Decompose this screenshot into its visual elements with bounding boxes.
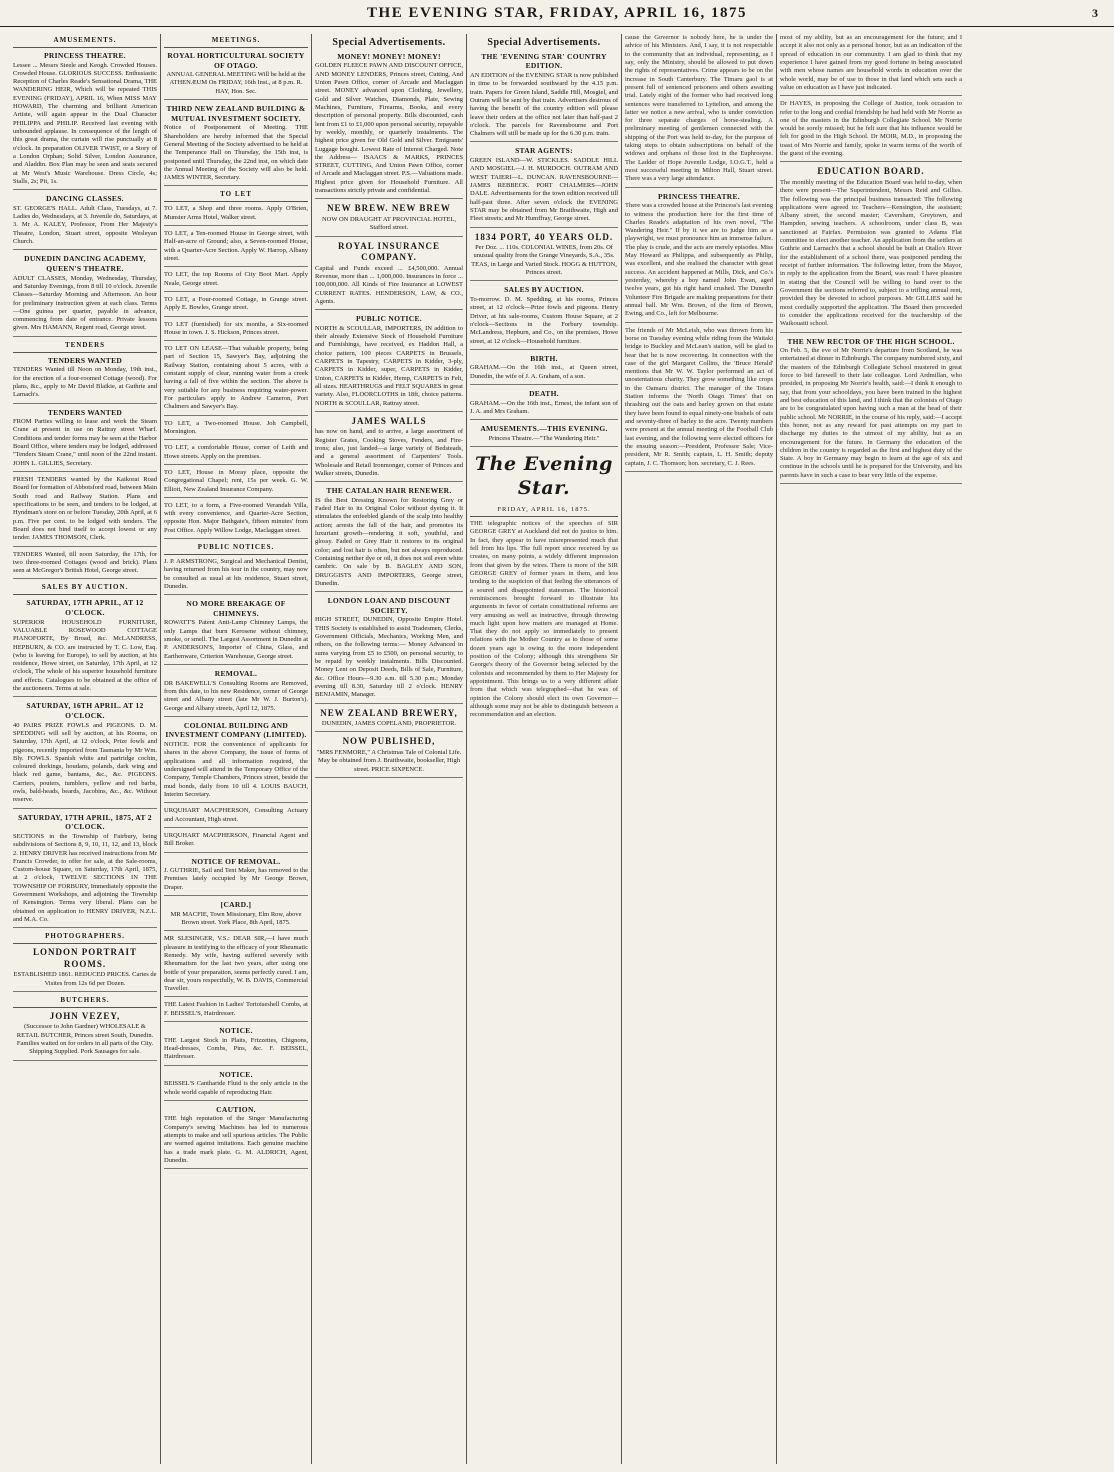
advert-body: TENDERS Wanted, till noon Saturday, the 17th, for two three-roomed Cottages (wood and brick). Plans seen at McGregor's British Hotel, George street. bbox=[13, 550, 157, 575]
advert bbox=[13, 947, 157, 992]
newspaper-title: THE EVENING STAR, FRIDAY, APRIL 16, 1875 bbox=[367, 5, 747, 21]
section-heading: Special Advertisements. bbox=[487, 37, 601, 48]
advert-heading: STAR AGENTS: bbox=[515, 146, 573, 156]
advert bbox=[315, 241, 463, 311]
advert-heading: JOHN VEZEY, bbox=[49, 1010, 121, 1021]
advert-heading: ROYAL INSURANCE COMPANY. bbox=[338, 240, 440, 263]
advert-body: TO LET, a Four-roomed Cottage, in Grange street. Apply E. Bowles, Grange street. bbox=[164, 295, 308, 312]
advert bbox=[315, 416, 463, 482]
advert bbox=[164, 807, 308, 828]
advert-body: ANNUAL GENERAL MEETING Will be held at the ATHENÆUM On FRIDAY, 16th Inst., at 8 p.m. R. HAY, Hon. Sec. bbox=[166, 71, 306, 95]
advert bbox=[164, 857, 308, 897]
advert-heading: BIRTH. bbox=[530, 353, 558, 363]
advert bbox=[164, 1070, 308, 1101]
advert bbox=[164, 345, 308, 416]
advert-heading: ROYAL HORTICULTURAL SOCIETY OF OTAGO. bbox=[167, 50, 305, 70]
advert-heading: DANCING CLASSES. bbox=[46, 194, 124, 204]
advert bbox=[470, 52, 618, 143]
news-body: The monthly meeting of the Education Board was held to-day, when there were present—The Superintendent, Messrs Reid and Gillies. The following was the principal business transacted: The following applications were agreed to: Teachers—Kensington, the assistant; Albany street, the second master; Caversham, Greytown, and Hampden, sewing teachers. A schoolroom, under class B, was sanctioned at Fairfax. Permission was granted to Adams Flat committee to elect another teacher. An application from the settlers at Guthrie and Larnach's that a school should be built at Otallo's River for the establishment of a school there, was postponed pending the receipt of further information. The following letter, from the Mayor, in reply to the application from the Board, was read: I have pleasure in stating that the Council will be willing to hand over to the Government the sections referred to, subject to a trifling annual rent, provided they be devoted to school purposes. Mr GILLIES said he most cordially supported the application. The Board then proceeded to consider the applications received for the teachership of the Waikouaiti school. bbox=[780, 178, 962, 328]
section-heading: PHOTOGRAPHERS. bbox=[13, 932, 157, 944]
news-body: There was a crowded house at the Princess's last evening to witness the production here for the first time of Charles Reade's adaptation of his own novel, "The Wandering Heir." If by it we are to judge him as a playwright, we must pronounce him an immense failure. The play is crude, and the acts are merely episodes. Miss May Howard as Philippa, and subsequently as Philip, was excellent, and she realised the character with great success. An accident happened at Mills, Dick, and Co.'s yesterday, whereby a boy named John Ewan, aged twelve years, got his right hand crushed. The Dunedin Volunteer Fire Brigade are making preparations for their annual ball. Mr Wm. Brown, of the firm of Brown, Ewing, and Co., left for Melbourne. bbox=[625, 202, 774, 318]
advert-body: has now on hand, and to arrive, a large assortment of Register Grates, Cooking Stoves, Fenders, and Fire-irons; also, just landed—a large variety of Bedsteads, and a general assortment of Carpenters' Tools. Wholesale and Retail Ironmonger, corner of Princes and Walker streets, Dunedin. bbox=[315, 428, 463, 477]
advert-body: GRAHAM.—On the 16th inst., Ernest, the infant son of J. A. and Mrs Graham. bbox=[470, 399, 618, 415]
advert-body: DUNEDIN, JAMES COPELAND, PROPRIETOR. bbox=[321, 720, 457, 728]
advert bbox=[13, 254, 157, 336]
advert-heading: NOTICE. bbox=[219, 1026, 253, 1036]
news-item bbox=[780, 166, 962, 332]
advert-heading: NO MORE BREAKAGE OF CHIMNEYS. bbox=[186, 599, 286, 618]
advert-body: THE Latest Fashion in Ladies' Tortoiseshell Combs, at F. BEISSEL'S, Hairdresser. bbox=[164, 1001, 308, 1017]
advert-heading: TENDERS WANTED bbox=[47, 355, 123, 365]
advert bbox=[470, 146, 618, 227]
news-body: most of my ability, but as an encouragement for the future; and I accept it also not only as a personal honor, but as an indication of the spread of education in our community. I am glad to think that my experience I have gained from my good fortune in being associated with men whose names are household words in education over the whole world, may be of use to those in that land which sets such a value on education as I have just indicated. bbox=[780, 34, 962, 91]
news-body: On Feb. 5, the eve of Mr Norrie's departure from Scotland, he was entertained at dinner in Edinburgh. The company numbered sixty, and the masters of the Edinburgh Collegiate School mustered in great force to bid farewell to their late colleague. Lord Ardmillan, who presided, in proposing Mr Norrie's health, said:—I think it enough to say, that from your schooldays, you have been trained in the highest and best education of this land, and I think that the colonists of Otago are to be congratulated upon having such a man at the head of their public school. Mr NORRIE, in the course of his reply, said:—I accept this honor, not as any reward for past attempts on my part to discharge my duties to the utmost of my ability, but as an encouragement for the future. In Germany the education of the children in the country is regarded as the first and highest duty of the State. A boy in Germany may begin to learn at the age of six and continue in the schools until he is prepared for the University, and his parents have in such a case to bear very little of the expense. bbox=[780, 347, 962, 479]
advert-body: FRESH TENDERS wanted by the Kaikorai Road Board for formation of Abbotsford road, between Main South road and Railway Station. Plans and specifications to be seen, and tenders to be lodged, at Hyndman's store on or before Tuesday, 20th April, at 6 p.m. Five per cent. to be lodged with tenders. The Board does not bind itself to accept lowest or any tender. JAMES THOMSON, Clerk. bbox=[13, 476, 157, 542]
advert bbox=[13, 408, 157, 472]
news-heading: PRINCESS THEATRE. bbox=[658, 191, 740, 201]
advert-heading: LONDON PORTRAIT ROOMS. bbox=[33, 947, 137, 969]
news-body: cause the Governor is nobody here, he is under the advice of his Ministers. And, I say, it is not respectable to the community that an individual, representing, as I say, only the Ministry, should be allowed to put down the rights of representatives. Crime appears to be on the increase in South Canterbury. The Timaru gaol is at present full of sentenced prisoners and others awaiting trial. Lately eight of the former who had received long sentences were transferred to Lyttelton, and among the latter we notice a new arrival, who is under conviction for three separate charges of horse-stealing. A preliminary meeting of gentlemen connected with the shipping of the Port was held to-day, for the purpose of taking steps to obtain subscriptions on behalf of the widows and orphans of those lost in the Euphrosyne. The Ladder of Hope Juvenile Lodge, I.O.G.T., held a most successful meeting in Milton Hall, Stuart street. There was a very large attendance. bbox=[625, 34, 773, 183]
column-meetings bbox=[161, 34, 312, 1464]
advert-heading: 1834 PORT, 40 YEARS OLD. bbox=[474, 231, 614, 242]
advert bbox=[470, 424, 618, 447]
advert-body: GOLDEN FLEECE PAWN AND DISCOUNT OFFICE, AND MONEY LENDERS, Princes street, Cutting, And Union Pawn Office, corner of Arcade and Maclaggan street. MONEY advanced upon Clothing, Jewellery, Gold and Silver Watches, Diamonds, Plate, Sewing Machines, Furniture, Firearms, Books, and every description of personal property. Bills discounted, cash lent from £1 to £1,000 upon personal security, repayable by weekly, monthly, or quarterly instalments. The highest price given for Old Gold and Silver. Emigrants' Luggage bought. Lowest Rate of Interest Charged. Note the Address— ISAACS & MARKS, PRINCES STREET, CUTTING, And Union Pawn Office, corner of Arcade and Maclaggan street. P.S.—Valuations made. Highest price given for Household Furniture. All transactions strictly private and confidential. bbox=[315, 62, 463, 195]
advert bbox=[315, 596, 463, 703]
advert-body: MR MACFIE, Town Missionary, Elm Row, above Brown street. York Place, 8th April, 1875. bbox=[170, 910, 302, 926]
advert-body: URQUHART MACPHERSON, Consulting Actuary and Accountant, High street. bbox=[164, 807, 308, 823]
section-heading: AMUSEMENTS. bbox=[13, 36, 157, 48]
advert bbox=[315, 203, 463, 236]
advert-body: TO LET, to a form, a Five-roomed Verandah Villa, with every convenience, and Quarter-Acre Section, opposite Hon. Major Bathgate's, fifteen minutes' from Post Office. Apply Willow Lodge, Maclaggan street. bbox=[164, 501, 308, 534]
advert bbox=[164, 832, 308, 853]
news-body: The friends of Mr McLeish, who was thrown from his horse on Tuesday evening while riding from the Waitaki bridge to Buckley and McLean's station, will be glad to hear that he is now recovering. In connection with the case of the girl Margaret Collins, the 'Bruce Herald' mentions that Mr W. W. Taylor performed an act of unostentatious charity. They grow something like crops in the Oamaru district. The manager of the Totara Station informs the 'North Otago Times' that on thrashing out the oats and barley grown on that estate they have been found to equal ninety-one bushels of oats and seventy-three of barley to the acre. Twenty numbers were present at the annual meeting of the Football Club last evening, and the following were elected officers for the ensuing season:—President, Professor Sale; Vice-president, Mr R. Smith; captain, L. H. Smith; deputy captain, J. C. Thomson; hon. secretary, C. J. Rees. bbox=[625, 326, 773, 467]
advert-heading: NOW PUBLISHED, bbox=[342, 736, 436, 747]
advert-heading: SALES BY AUCTION. bbox=[504, 285, 584, 295]
advert-body: TENDERS Wanted till Noon on Monday, 19th inst., for the erection of a four-roomed Cottage (wood). For plans, &c., apply to Mr David Blaikie, at Guthrie and Larnach's. bbox=[13, 366, 157, 399]
advert bbox=[164, 502, 308, 539]
advert-body: J. GUTHRIE, Sail and Tent Maker, has removed to the Premises lately occupied by Mr George Brown, Draper. bbox=[164, 867, 308, 891]
news-item bbox=[780, 337, 962, 485]
advert-body: TO LET (furnished) for six months, a Six-roomed House in town. J. S. Hickson, Princes street. bbox=[164, 320, 308, 336]
advert bbox=[164, 420, 308, 441]
advert-heading: THE 'EVENING STAR' COUNTRY EDITION. bbox=[481, 51, 607, 71]
advert-heading: NOTICE. bbox=[219, 1069, 253, 1079]
advert bbox=[315, 52, 463, 200]
section-heading: BUTCHERS. bbox=[13, 996, 157, 1008]
advert bbox=[164, 271, 308, 292]
newspaper-logo: The Evening Star. bbox=[475, 453, 613, 500]
column-editorial bbox=[467, 34, 622, 1464]
advert-heading: [CARD.] bbox=[220, 900, 252, 910]
section-heading: TO LET bbox=[164, 190, 308, 202]
leading-article: THE telegraphic notices of the speeches of SIR GEORGE GREY at Auckland did not do justice to him. In fact, they appear to have misrepresented much that fell from his lips. The full report since received by us creates, on many points, a widely different impression from that given by the wires. There is more of the SIR GEORGE GREY of former years in them, and less tending to the suspicion of that feeling the utterances of a soured and disappointed statesman. The historical reminiscences brought forward to illustrate his arguments in favor of certain constitutional reforms are very amusing as well as instructive, through throwing much light upon how matters are managed at Home. That they do not apply so immediately to present relations with the Mother Country as to those of some dozen years ago is owing to the more independent position of the Colony; although this strengthens Sir George's theory of the Governor being selected by the colonists and recommended by them to Her Majesty for appointment. This brings us to a very different affair from that which was telegraphed—that he was of opinion the Colony should elect its own Governor—although some may not be able to distinguish between a recommendation and an election. bbox=[470, 520, 618, 719]
news-item bbox=[625, 192, 773, 323]
advert bbox=[13, 476, 157, 547]
advert bbox=[164, 669, 308, 717]
section-heading: TENDERS bbox=[13, 341, 157, 353]
advert-heading: THIRD NEW ZEALAND BUILDING & MUTUAL INVESTMENT SOCIETY. bbox=[166, 104, 306, 123]
advert-body: DR BAKEWELL'S Consulting Rooms are Removed, from this date, to his new Residence, corner of George street and Albany street (late Mr W. J. Burton's). George and Albany streets, April 12, 1875. bbox=[164, 679, 308, 712]
advert-body: TO LET, a comfortable House, corner of Leith and Howe streets. Apply on the premises. bbox=[164, 444, 308, 460]
advert-body: ST. GEORGE'S HALL. Adult Class, Tuesdays, at 7. Ladies do, Wednesdays, at 3. Juvenile do, Saturdays, at 3. Mr A. KALEY, Professor, From Her Majesty's Theatre, London, Stuart street, opposite Wesleyan Church. bbox=[13, 204, 157, 246]
news-item bbox=[780, 100, 962, 162]
issue-date: FRIDAY, APRIL 16, 1875. bbox=[470, 506, 618, 517]
news-item bbox=[625, 327, 773, 472]
advert-body: HIGH STREET, DUNEDIN, Opposite Empire Hotel. THIS Society is established to assist Tradesmen, Clerks, Government Officials, Mechanics, Working Men, and others, on the following terms:— Money Advanced in sums varying from £5 to £500, on personal security, to be repaid by weekly instalments. Bills Discounted. Money Lent on Deposit Deeds, Bills of Sale, Furniture, &c. Office Hours—9.30 a.m. till 5.30 p.m.; Monday evening till 8.30, Saturday till 2 o'clock. HENRY BENJAMIN, Manager. bbox=[315, 616, 463, 699]
advert bbox=[13, 813, 157, 929]
section-heading: MEETINGS. bbox=[164, 36, 308, 48]
advert-body: GRAHAM.—On the 16th inst., at Queen street, Dunedin, the wife of J. A. Graham, of a son. bbox=[470, 364, 618, 380]
column-education bbox=[777, 34, 965, 1464]
advert bbox=[164, 1105, 308, 1169]
advert-body: AN EDITION of the EVENING STAR is now published in time to be forwarded southward by the 4.15 p.m. train. Papers for Green Island, Saddle Hill, Mosgiel, and Outram will be sent by that train. Advertisers desirous of having the benefit of the country edition will please leave their orders at the office not later than half-past 2 o'clock. The parcels for Ravensbourne and Port Chalmers will still be made up for the 6.30 p.m. train. bbox=[470, 71, 618, 138]
advert-body: MR SLESINGER, V.S.: DEAR SIR,—I have much pleasure in testifying to the efficacy of your Rheumatic Remedy. My wife, having suffered severely with Rheumatism for the last two years, after using one bottle of your preparation, seems perfectly cured. I am, dear sir, yours respectfully, W. B. DAVIS, Commercial Traveller. bbox=[164, 935, 308, 993]
section-heading: PUBLIC NOTICES. bbox=[164, 543, 308, 555]
advert-body: To-morrow. D. M. Spedding, at his rooms, Princes street, at 12 o'clock—Prize fowls and pigeons. Henry Driver, at his sale-rooms, Custom House Square, at 2 o'clock—Sections in the Forbury township. McLandress, Hepburn, and Co., on the premises, Howe street, at 12 o'clock—Household furniture. bbox=[470, 295, 618, 345]
advert-body: NOTICE. FOR the convenience of applicants for shares in the above Company, the issue of forms of applications and all information required, the undersigned will attend in the Temporary Office of the Company, Temple Chambers, Princes street, beside the mud bonds, daily from 10 till 4. LOUIS BAUCH, Interim Secretary. bbox=[164, 741, 308, 798]
advert bbox=[164, 296, 308, 317]
advert bbox=[470, 232, 618, 282]
advert-body: NOW ON DRAUGHT AT PROVINCIAL HOTEL, Stafford street. bbox=[321, 215, 457, 232]
section-heading: SALES BY AUCTION. bbox=[13, 583, 157, 595]
advert-body: TO LET, a Shop and three rooms. Apply O'Brien, Munster Arms Hotel, Walker street. bbox=[164, 205, 308, 221]
advert-body: Princess Theatre.—"The Wandering Heir." bbox=[488, 434, 600, 442]
columns bbox=[10, 34, 1104, 1464]
advert-heading: MONEY! MONEY! MONEY! bbox=[337, 51, 441, 61]
advert-heading: SATURDAY, 17TH APRIL, 1875, AT 2 O'CLOCK. bbox=[18, 812, 152, 832]
advert-heading: NEW BREW. NEW BREW bbox=[327, 203, 451, 214]
advert-body: TO LET ON LEASE—That valuable property, being part of Section 15, Sawyer's Bay, adjoining the Railway Station, containing about 5 acres, with a constant supply of clear, running water from a creek having a fall of five within the section. The above is very suitable for any business requiring water-power. For particulars apply to Andrew Cameron, Port Chalmers and Sawyer's Bay. bbox=[164, 345, 308, 411]
advert-body: BEISSEL'S Cantharide Fluid is the only article in the whole world capable of reproducing Hair. bbox=[164, 1080, 308, 1096]
advert-body: ESTABLISHED 1861. REDUCED PRICES. Cartes de Visites from 12s 6d per Dozen. bbox=[13, 971, 157, 987]
advert-heading: DEATH. bbox=[529, 389, 559, 399]
advert-heading: PRINCESS THEATRE. bbox=[44, 50, 126, 60]
advert-body: "MRS FENMORE," A Christmas Tale of Colonial Life. May be obtained from J. Braithwaite, bookseller, High street. PRICE SIXPENCE. bbox=[316, 748, 462, 773]
advert bbox=[13, 51, 157, 190]
advert bbox=[164, 469, 308, 498]
advert-body: 40 PAIRS PRIZE FOWLS and PIGEONS. D. M. SPEDDING will sell by auction, at his Rooms, on Saturday, 17th April, at 12 o'clock, Prize fowls and pigeons, recently imported from Tasmania by Mr Wm. Bly. FOWLS. Spanish white and partridge cochin, coloured dorkings, houdans, polands, dark wing and black red game, bantams, &c., &c. PIGEONS. Carriers, pouters, tumblers, yellow and red barbs, owls, bald-heads, beards, Jacobins, &c., &c. Without reserve. bbox=[13, 721, 157, 804]
advert bbox=[13, 701, 157, 808]
advert-body: ROWATT'S Patent Anti-Lamp Chimney Lamps, the only Lamps that burn Kerosene without chimney, smoke, or smell. The Largest Assortment in Dunedin at P. ANDERSON'S, Importer of China, Glass, and Earthenware, Criterion Warehouse, George street. bbox=[164, 619, 308, 660]
advert bbox=[164, 205, 308, 226]
advert-heading: SATURDAY, 16TH APRIL. AT 12 O'CLOCK. bbox=[26, 701, 144, 721]
advert-heading: TENDERS WANTED bbox=[47, 407, 123, 417]
advert bbox=[164, 721, 308, 803]
advert-heading: PUBLIC NOTICE. bbox=[356, 314, 422, 324]
advert bbox=[164, 935, 308, 997]
advert-heading: REMOVAL. bbox=[214, 669, 258, 679]
advert-heading: CAUTION. bbox=[216, 1104, 256, 1114]
advert bbox=[164, 444, 308, 465]
advert-body: TO LET, a Two-roomed House. Joh Campbell, Mornington. bbox=[164, 419, 308, 435]
advert-body: TO LET, the top Rooms of City Boot Mart. Apply Neale, George street. bbox=[164, 271, 308, 287]
page-number: 3 bbox=[1092, 6, 1098, 20]
advert-heading: DUNEDIN DANCING ACADEMY, QUEEN'S THEATRE. bbox=[24, 254, 146, 273]
advert bbox=[164, 1001, 308, 1022]
news-item bbox=[625, 34, 773, 188]
news-item bbox=[780, 34, 962, 96]
advert bbox=[315, 708, 463, 733]
advert-body: FROM Parties willing to lease and work the Steam Crane at present in use on Rattray street Wharf. Conditions and tender forms may be seen at the Harbor Board Office, where tenders may be lodged, addressed "Tenders Steam Crane," until noon of the 22nd instant. JOHN L. GILLIES, Secretary. bbox=[13, 418, 157, 467]
advert-body: Notice of Postponement of Meeting. THE Shareholders are hereby informed that the Special General Meeting of the Society advertised to be held at the Temperance Hall on Thursday, the 15th inst, is postponed until Thursday, the 22nd inst, on which date the Annual Meeting of the Society will also be held. JAMES WINTER, Secretary. bbox=[164, 124, 308, 182]
advert bbox=[164, 900, 308, 931]
advert-body: Per Doz. ... 110s. COLONIAL WINES, from 20s. Of unusual quality from the Grange Vineyards, S.A., 35s. TEAS, in Large and Varied Stock. HOGG & HUTTON, Princes street. bbox=[471, 244, 617, 277]
advert-heading: AMUSEMENTS.—THIS EVENING. bbox=[480, 424, 608, 434]
advert bbox=[315, 486, 463, 592]
column-special-advertisements bbox=[312, 34, 467, 1464]
news-heading: THE NEW RECTOR OF THE HIGH SCHOOL. bbox=[787, 336, 955, 346]
advert bbox=[470, 389, 618, 420]
advert-heading: LONDON LOAN AND DISCOUNT SOCIETY. bbox=[327, 596, 451, 615]
advert-body: SECTIONS in the Township of Fairbury, being subdivisions of Sections 8, 9, 10, 11, 12, and 13, block 2. HENRY DRIVER has received instructions from Mr Francis Crowder, to offer for sale, at the Sale-rooms, Custom-house Square, on Saturday, 17th April, 1875, at 2 o'clock, TWELVE SECTIONS IN THE TOWNSHIP OF FORBURY, Immediately opposite the Government Workshops, and adjoining the Township of Kensington. Terms very liberal. Plans can be obtained on application to HENRY DRIVER, N.Z.L. and M.A. Co. bbox=[13, 832, 157, 924]
advert bbox=[13, 598, 157, 697]
advert-body: ADULT CLASSES, Monday, Wednesday, Thursday, and Saturday Evenings, from 8 till 10 o'clock. Juvenile Classes—Saturday Morning and Afternoon. An hour for preliminary instruction given at each class. Terms—One guinea per quarter, payable in advance, commencing from date of entrance. Private lessons given. Mrs HAMANN, Regent road, George street. bbox=[13, 274, 157, 332]
advert bbox=[13, 551, 157, 580]
advert-heading: SATURDAY, 17TH APRIL, AT 12 O'CLOCK. bbox=[26, 598, 144, 618]
advert-heading: THE CATALAN HAIR RENEWER. bbox=[326, 486, 452, 496]
section-heading: Special Advertisements. bbox=[332, 37, 446, 48]
advert-body: J. P. ARMSTRONG, Surgical and Mechanical Dentist, having returned from his tour in the country, may now be consulted as usual at his residence, Stuart street, Dunedin. bbox=[164, 558, 308, 590]
advert bbox=[315, 736, 463, 777]
advert-body: TO LET, a Ten-roomed House in George street, with Half-an-acre of Ground; also, a Seven-roomed House, with a Quarter-Acre Section. Apply W. Harrop, Albany street. bbox=[164, 230, 308, 262]
advert-body: IS the Best Dressing Known for Restoring Grey or Faded Hair to its Original Color without dyeing it. It stimulates the enfeebled glands of the scalp into healthy action; arrests the fall of the hair, and promotes its luxuriant growth—rendering it soft, youthful, and glossy. Faded or Grey Hair it restores to its original color; and lost hair is often, but not always reproduced. Containing neither dye or oil, it does not soil even white cambric. On sale by B. BAGLEY AND SON, DRUGGISTS AND IMPORTERS, George street, Dunedin. bbox=[315, 496, 463, 587]
advert-body: GREEN ISLAND—W. STICKLES. SADDLE HILL AND MOSGIEL—J. H. MURDOCH. OUTRAM AND WEST TAIERI—L. DUNCAN. RAVENSBOURNE—JAMES REBBECK. PORT CHALMERS—JOHN DALE. Advertisements for the town edition received till half-past three. After seven o'clock the EVENING STAR may be obtained from Mr Braithwaite, High and Fleet streets; and Mr Humffray, George street. bbox=[470, 157, 618, 223]
advert bbox=[470, 354, 618, 385]
advert-body: URQUHART MACPHERSON, Financial Agent and Bill Broker. bbox=[164, 831, 308, 848]
advert-body: Capital and Funds exceed ... £4,500,000. Annual Revenue, more than ... 1,000,000. Insurances in force ... 100,000,000. All Kinds of Fire Insurance at LOWEST CURRENT RATES. HENDERSON, LAW, & CO., Agents. bbox=[315, 264, 463, 305]
news-body: Dr HAYES, in proposing the College of Justice, took occasion to refer to the long and cordial friendship he had held with Mr Norrie as one of the masters in the Edinburgh Collegiate School. Mr Norrie would be sorely missed; but he felt sure that his influence would be felt for good in the High School. Dr MOIR, M.D., in proposing the toast of Mrs Norrie and family, spoke in warm terms of the worth of the guest of the evening. bbox=[780, 100, 962, 158]
advert bbox=[164, 321, 308, 342]
advert bbox=[164, 104, 308, 186]
advert bbox=[13, 1011, 157, 1061]
advert bbox=[164, 599, 308, 665]
news-heading: EDUCATION BOARD. bbox=[817, 166, 925, 177]
column-news bbox=[622, 34, 777, 1464]
advert-body: (Successor to John Gardner) WHOLESALE & RETAIL BUTCHER, Princes street South, Dunedin. Families waited on for orders in all parts of the City. Shipping Supplied. Pork Sausages for sale. bbox=[16, 1023, 154, 1056]
advert-body: THE Largest Stock in Plaits, Frizzettes, Chignons, Head-dresses, Combs, Pins, &c. F. BEISSEL, Hairdresser. bbox=[164, 1036, 308, 1061]
advert-heading: COLONIAL BUILDING AND INVESTMENT COMPANY (LIMITED). bbox=[165, 720, 307, 740]
advert bbox=[164, 51, 308, 100]
masthead bbox=[0, 0, 1114, 27]
advert-body: NORTH & SCOULLAR, IMPORTERS, IN addition to their already Extensive Stock of Household Furniture and Furnishings, have received, ex Haddon Hall, a choice pattern, 100 pieces CARPETS in Brussels, CARPETS in Tapestry, CARPETS in Kidder, 3-ply, CARPETS in Kidder, super, CARPETS in Kidder, Union, CARPETS in Kidder, Hemp, CARPETS in Felt, all sizes. HEARTHRUGS and FELT SQUARES in great variety. Also, FLOORCLOTHS in 18ft, choice patterns. NORTH & SCOULLAR, Rattray street. bbox=[315, 324, 463, 407]
advert-body: TO LET, House in Moray place, opposite the Congregational Chapel; rent, 15s per week. G. W. Elliott, New Zealand Insurance Company. bbox=[164, 468, 308, 493]
advert bbox=[164, 230, 308, 267]
advert-heading: NOTICE OF REMOVAL. bbox=[191, 856, 281, 866]
advert bbox=[164, 1026, 308, 1066]
advert-heading: NEW ZEALAND BREWERY, bbox=[320, 707, 458, 718]
advert bbox=[470, 285, 618, 349]
advert bbox=[13, 356, 157, 404]
column-amusements bbox=[10, 34, 161, 1464]
advert bbox=[13, 194, 157, 250]
advert bbox=[315, 314, 463, 412]
advert-body: Lessee ... Messrs Steele and Keogh. Crowded Houses. Crowded House. GLORIOUS SUCCESS. Enthusiastic Reception of Charles Reade's Sensational Drama, THE WANDERING HEIR, Which will be repeated THIS EVENING (FRIDAY), APRIL 16, When MISS MAY HOWARD, The charming and brilliant American Artiste, will again appear in the Dual Character PHILIPPA and PHILIP. Received last evening with unbounded applause. In consequence of the length of this great drama, the curtain will rise punctually at 8 o'clock. In preparation OLIVER TWIST, or a Story of a London Orphan; Solid Silver, London Assurance, and Aladdin. Box Plan may be seen and seats secured at Mr West's Music Warehouse. Dress Circle, 4s; Stalls, 2s; Pit, 1s. bbox=[13, 61, 157, 185]
advert-body: THE high reputation of the Singer Manufacturing Company's sewing Machines has led to numerous attempts to make and sell spurious articles. The Public are warned against imitations. Each genuine machine has a trade mark plate. G. M. ALDRICH, Agent, Dunedin. bbox=[164, 1115, 308, 1164]
advert-heading: JAMES WALLS bbox=[351, 415, 427, 426]
advert-body: SUPERIOR HOUSEHOLD FURNITURE, VALUABLE ROSEWOOD COTTAGE PIANOFORTE, By Broad, &c. McLANDRESS, HEPBURN, & CO. are instructed by T. C. Low, Esq. (who is leaving for Europe), to sell by auction, at his residence, Howe street, on Saturday, 17th April, at 12 o'clock, The whole of his superior household furniture and effects. Catalogues to be obtained at the office of the auctioneers. Terms at sale. bbox=[13, 618, 157, 693]
advert bbox=[164, 558, 308, 595]
